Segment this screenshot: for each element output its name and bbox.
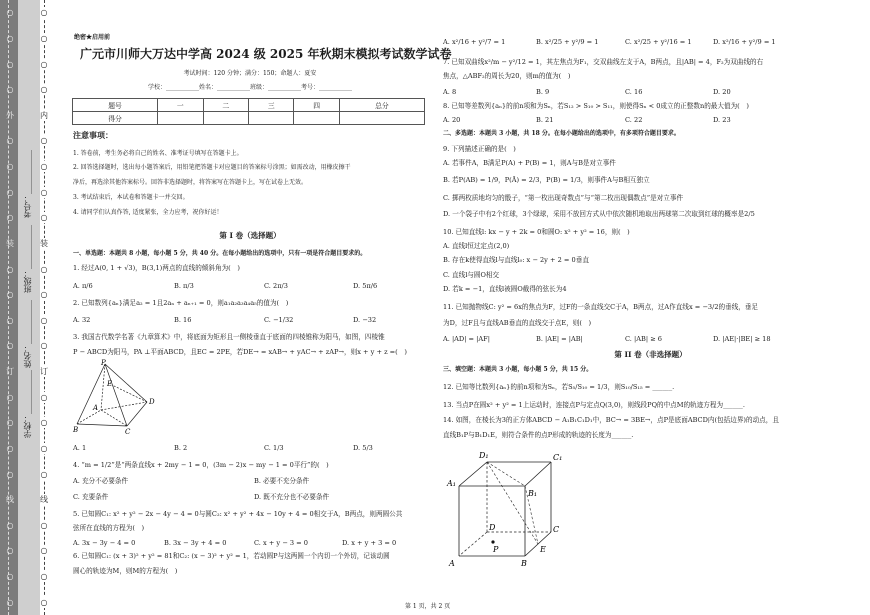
seal-circle: ○ — [40, 341, 48, 351]
field-name: 姓名：___________ — [23, 300, 32, 368]
q3-option-c[interactable]: C. 1/3 — [264, 444, 284, 452]
seal-circle: ○ — [40, 469, 48, 479]
q2-option-a[interactable]: A. 32 — [73, 316, 91, 324]
score-table — [72, 98, 425, 125]
section2-heading: 二、多选题：本题共 3 小题，共 18 分。在每小题给出的选项中，有多项符合题目要求。 — [443, 130, 680, 137]
seal-circle: ○ — [40, 572, 48, 582]
seal-circle: ○ — [6, 597, 14, 607]
q2-option-b[interactable]: B. 16 — [174, 316, 192, 324]
seal-circle: ○ — [40, 290, 48, 300]
seal-circle: ○ — [6, 469, 14, 479]
q9-option-a[interactable]: A. 若事件A，B满足P(A) + P(B) = 1，则A与B是对立事件 — [443, 159, 616, 167]
score-value-row — [73, 112, 425, 125]
student-info-line: 学校：___________姓名：___________班级：___________考号：___________ — [147, 84, 352, 91]
score-header-cell: 三 — [248, 99, 293, 112]
score-cell[interactable] — [203, 112, 248, 125]
score-header-cell: 二 — [203, 99, 248, 112]
confidential-badge: 绝密★启用前 — [74, 34, 111, 41]
q1-option-b[interactable]: B. π/3 — [174, 282, 194, 290]
note-item: 2. 回答选择题时，选出每小题答案后，用铅笔把答题卡对应题目的答案标号涂黑；如需改动，用橡皮擦干 — [73, 164, 351, 171]
q1-option-a[interactable]: A. π/6 — [73, 282, 93, 290]
seal-circle: ○ — [40, 59, 48, 69]
seal-circle: ○ — [40, 213, 48, 223]
seal-circle: ○ — [6, 187, 14, 197]
label-d: D — [149, 398, 155, 406]
question-3-stem: 3. 我国古代数学名著《九章算术》中，将底面为矩形且一侧棱垂直于底面的四棱锥称为阳马，如图，四棱锥 — [73, 333, 385, 341]
seal-circle: ○ — [40, 8, 48, 18]
question-5-stem: 5. 已知圆C₁: x² + y² − 2x − 4y − 4 = 0与圆C₂: x² + y² + 4x − 10y + 4 = 0相交于A，B两点，则两圆公共 — [73, 510, 403, 518]
label-c: C — [125, 428, 131, 436]
question-7-stem-2: 焦点，△ABF₂的周长为20，则m的值为( ) — [443, 72, 571, 80]
label-c: C — [553, 525, 560, 534]
seal-circle: ○ — [6, 213, 14, 223]
q11-option-a[interactable]: A. |AD| = |AF| — [443, 335, 490, 343]
q10-option-c[interactable]: C. 直线l与圆O相交 — [443, 271, 500, 279]
exam-meta: 考试时间：120 分钟；满分：150；命题人：夏安 — [183, 70, 317, 77]
exam-title: 广元市川师大万达中学高 2024 级 2025 年秋期末模拟考试数学试卷 — [80, 47, 452, 61]
question-7-stem: 7. 已知双曲线x²/m − y²/12 = 1，其左焦点为F₁，交双曲线左支于A，B两点，且|AB| = 4，F₂为双曲线的右 — [443, 58, 764, 66]
score-header-cell: 总分 — [339, 99, 424, 112]
q3-option-b[interactable]: B. 2 — [174, 444, 188, 452]
part2-heading: 第 II 卷（非选择题） — [614, 350, 687, 359]
seal-circle: ○ — [6, 59, 14, 69]
label-b1: B₁ — [528, 489, 538, 498]
question-6-stem: 6. 已知圆C₁: (x + 3)² + y² = 81和C₂: (x − 3)² + y² = 1，若动圆P与这两圆一个内切一个外切，记该动圆 — [73, 552, 390, 560]
seal-circle: ○ — [6, 8, 14, 18]
question-14-stem-2: 直线B₁P与B₁D₁E，则符合条件的点P形成的轨迹的长度为______. — [443, 431, 634, 439]
seal-circle: ○ — [6, 341, 14, 351]
question-9-stem: 9. 下列描述正确的是( ) — [443, 145, 516, 153]
q2-option-c[interactable]: C. −1/32 — [264, 316, 294, 324]
question-1-stem: 1. 经过A(0, 1 + √3)，B(3,1)两点的直线的倾斜角为( ) — [73, 264, 240, 272]
q1-option-d[interactable]: D. 5π/6 — [353, 282, 378, 290]
seal-circle: ○ — [40, 136, 48, 146]
notes-heading: 注意事项： — [73, 130, 113, 140]
note-item: 3. 考试结束后，本试卷和答题卡一并交回。 — [73, 194, 189, 201]
question-4-stem: 4. “m = 1/2”是“两条直线x + 2my − 1 = 0，(3m − 2)x − my − 1 = 0平行”的( ) — [73, 461, 329, 469]
seal-char: 外 — [6, 110, 14, 120]
seal-circle: ○ — [6, 290, 14, 300]
cube-figure — [445, 448, 575, 578]
seal-char: 线 — [40, 495, 48, 505]
q7-option-a[interactable]: A. 8 — [443, 88, 457, 96]
label-a1: A₁ — [447, 479, 456, 488]
part1-heading: 第 I 卷（选择题） — [219, 231, 281, 240]
q8-option-c[interactable]: C. 22 — [625, 116, 643, 124]
question-11-stem: 11. 已知抛物线C: y² = 6x的焦点为F，过F的一条直线交C于A，B两点，过A作直线x = −3/2的垂线，垂足 — [443, 303, 759, 311]
q10-option-b[interactable]: B. 存在k使得直线l与直线l₀: x − 2y + 2 = 0垂直 — [443, 256, 589, 264]
q5-option-b[interactable]: B. 3x − 3y + 4 = 0 — [164, 539, 227, 547]
seal-char: 装 — [40, 238, 48, 248]
q3-option-a[interactable]: A. 1 — [73, 444, 87, 452]
q8-option-d[interactable]: D. 23 — [713, 116, 731, 124]
seal-circle: ○ — [40, 315, 48, 325]
question-11-stem-2: 为D，过F且与直线AB垂直的直线交于点E，则( ) — [443, 319, 592, 327]
question-8-stem: 8. 已知等差数列{aₙ}的前n项和为Sₙ，若S₁₂ > S₁₀ > S₁₁，则使得Sₙ < 0成立的正整数n的最大值为( ) — [443, 102, 749, 110]
student-fields-vertical — [22, 0, 36, 615]
pyramid-figure — [73, 360, 153, 436]
question-14-stem: 14. 如图，在棱长为3的正方体ABCD − A₁B₁C₁D₁中，BC→ = 3BE→，点P是底面ABCD内(包括边界)的动点，且 — [443, 416, 779, 424]
seal-circle: ○ — [40, 546, 48, 556]
seal-circle: ○ — [40, 392, 48, 402]
question-2-stem: 2. 已知数列{aₙ}满足a₂ = 1且2aₙ + aₙ₊₁ = 0，则a₁a₂a₃a₄a₅的值为( ) — [73, 299, 289, 307]
q2-option-d[interactable]: D. −32 — [353, 316, 377, 324]
label-p: P — [493, 545, 499, 554]
field-school: 学校：___________ — [23, 370, 32, 438]
q7-option-c[interactable]: C. 16 — [625, 88, 643, 96]
seal-char: 装 — [6, 238, 14, 248]
seal-char: 内 — [40, 110, 48, 120]
q8-option-a[interactable]: A. 20 — [443, 116, 461, 124]
q9-option-d[interactable]: D. 一个袋子中有2个红球，3个绿球，采用不放回方式从中依次随机地取出两球第二次取到红球的概率是2/5 — [443, 210, 755, 218]
seal-circle: ○ — [6, 162, 14, 172]
seal-circle: ○ — [6, 418, 14, 428]
q9-option-c[interactable]: C. 掷两枚质地均匀的骰子，“第一枚出现奇数点”与“第二枚出现偶数点”是对立事件 — [443, 194, 684, 202]
seal-circle: ○ — [6, 136, 14, 146]
seal-circle: ○ — [40, 418, 48, 428]
seal-circle: ○ — [40, 33, 48, 43]
seal-circle: ○ — [6, 546, 14, 556]
note-item: 净后，再选涂其他答案标号。回答非选择题时，将答案写在答题卡上，写在试卷上无效。 — [73, 179, 308, 186]
q5-option-a[interactable]: A. 3x − 3y − 4 = 0 — [73, 539, 136, 547]
q11-option-b[interactable]: B. |AE| = |AB| — [536, 335, 583, 343]
q1-option-c[interactable]: C. 2π/3 — [264, 282, 288, 290]
score-header-cell: 题号 — [73, 99, 158, 112]
question-12-stem: 12. 已知等比数列{aₙ}的前n项和为Sₙ，若S₅/S₁₀ = 1/3，则S₁₀/S₁₅ = ______. — [443, 383, 675, 391]
seal-char: 订 — [6, 367, 14, 377]
q11-option-c[interactable]: C. |AB| ≥ 6 — [625, 335, 662, 343]
label-a: A — [93, 404, 99, 412]
score-header-cell: 一 — [158, 99, 203, 112]
field-class: 班级：___________ — [23, 225, 32, 293]
q5-option-c[interactable]: C. x + y − 3 = 0 — [254, 539, 308, 547]
label-a: A — [449, 559, 455, 568]
label-e: E — [107, 380, 113, 388]
seal-circle: ○ — [40, 85, 48, 95]
seal-circle: ○ — [40, 162, 48, 172]
score-cell[interactable] — [339, 112, 424, 125]
q6-option-d[interactable]: D. x²/16 + y²/9 = 1 — [713, 38, 776, 46]
seal-circle: ○ — [40, 520, 48, 530]
score-header-cell: 四 — [294, 99, 339, 112]
page-footer: 第 1 页，共 2 页 — [405, 603, 451, 610]
seal-char: 订 — [40, 367, 48, 377]
q4-option-d[interactable]: D. 既不充分也不必要条件 — [254, 493, 330, 501]
outer-seal-column — [4, 0, 16, 615]
q3-option-d[interactable]: D. 5/3 — [353, 444, 373, 452]
q5-option-d[interactable]: D. x + y + 3 = 0 — [342, 539, 397, 547]
q6-option-c[interactable]: C. x²/25 + y²/16 = 1 — [625, 38, 692, 46]
note-item: 1. 答卷前，考生务必将自己的姓名、准考证号填写在答题卡上。 — [73, 150, 243, 157]
q4-option-a[interactable]: A. 充分不必要条件 — [73, 477, 129, 485]
seal-circle: ○ — [6, 85, 14, 95]
q10-option-a[interactable]: A. 直线l恒过定点(2,0) — [443, 242, 510, 250]
seal-circle: ○ — [6, 264, 14, 274]
seal-circle: ○ — [6, 572, 14, 582]
label-d1: D₁ — [479, 451, 489, 460]
section1-heading: 一、单选题：本题共 8 小题，每小题 5 分，共 40 分。在每小题给出的选项中，只有一项是符合题目要求的。 — [73, 250, 367, 257]
score-cell[interactable] — [158, 112, 203, 125]
seal-circle: ○ — [40, 443, 48, 453]
seal-circle: ○ — [40, 187, 48, 197]
label-p: P — [101, 359, 106, 367]
q9-option-b[interactable]: B. 若P(AB) = 1/9，P(Ā) = 2/3，P(B) = 1/3，则事件A与B相互独立 — [443, 176, 650, 184]
label-e: E — [540, 545, 546, 554]
label-c1: C₁ — [553, 453, 563, 462]
q7-option-d[interactable]: D. 20 — [713, 88, 731, 96]
inner-seal-column — [38, 0, 50, 615]
score-cell[interactable] — [248, 112, 293, 125]
question-3-stem-2: P − ABCD为阳马，PA ⊥平面ABCD，且EC = 2PE，若DE→ = xAB→ + yAC→ + zAP→，则x + y + z =( ) — [73, 348, 407, 356]
label-b: B — [521, 559, 527, 568]
seal-circle: ○ — [6, 392, 14, 402]
question-13-stem: 13. 当点P在圆x² + y² = 1上运动时，连接点P与定点Q(3,0)，则线段PQ的中点M的轨迹方程为______. — [443, 401, 745, 409]
question-6-stem-2: 圆心的轨迹为M，则M的方程为( ) — [73, 567, 178, 575]
score-row-label: 得分 — [73, 112, 158, 125]
q11-option-d[interactable]: D. |AE|·|BE| ≥ 18 — [713, 335, 771, 343]
q6-option-a[interactable]: A. x²/16 + y²/7 = 1 — [443, 38, 506, 46]
note-item: 4. 请同学们认真作答, 适度紧张，全力应考，祝你好运！ — [73, 209, 223, 216]
label-b: B — [73, 426, 79, 434]
score-cell[interactable] — [294, 112, 339, 125]
question-5-stem-2: 弦所在直线的方程为( ) — [73, 524, 145, 532]
label-d: D — [489, 523, 496, 532]
score-header-row — [73, 99, 425, 112]
seal-circle: ○ — [40, 597, 48, 607]
seal-circle: ○ — [6, 443, 14, 453]
q10-option-d[interactable]: D. 若k = −1，直线l被圆O截得的弦长为4 — [443, 285, 567, 293]
seal-circle: ○ — [6, 315, 14, 325]
section3-heading: 三、填空题：本题共 3 小题，每小题 5 分，共 15 分。 — [443, 366, 593, 373]
q4-option-b[interactable]: B. 必要不充分条件 — [254, 477, 310, 485]
seal-circle: ○ — [6, 33, 14, 43]
binding-margin — [0, 0, 58, 615]
field-id: 考号：___________ — [23, 150, 32, 218]
seal-char: 线 — [6, 495, 14, 505]
q7-option-b[interactable]: B. 9 — [536, 88, 550, 96]
q6-option-b[interactable]: B. x²/25 + y²/9 = 1 — [536, 38, 599, 46]
seal-circle: ○ — [40, 264, 48, 274]
point-p — [491, 540, 494, 543]
seal-circle: ○ — [6, 520, 14, 530]
q8-option-b[interactable]: B. 21 — [536, 116, 554, 124]
question-10-stem: 10. 已知直线l: kx − y + 2k = 0和圆O: x² + y² = 16，则( ) — [443, 228, 630, 236]
q4-option-c[interactable]: C. 充要条件 — [73, 493, 109, 501]
